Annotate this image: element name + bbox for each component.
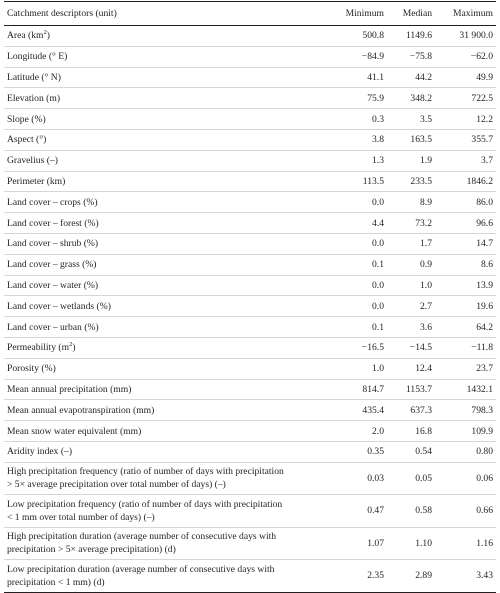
maximum-cell: 3.43 [476, 570, 493, 582]
median-cell: 12.4 [415, 363, 432, 375]
maximum-cell: 109.9 [471, 425, 493, 437]
maximum-cell: 31 900.0 [459, 30, 493, 42]
maximum-cell: 0.06 [476, 472, 493, 484]
minimum-cell: 0.0 [372, 279, 384, 291]
descriptor-cell [4, 233, 326, 254]
table-row [4, 88, 496, 109]
maximum-cell: 23.7 [476, 363, 493, 375]
descriptor-name: Land cover – crops (%) [7, 196, 98, 208]
descriptor-cell [4, 26, 326, 47]
descriptor-cell [4, 129, 326, 150]
descriptor-name: Permeability (m [7, 342, 70, 354]
descriptor-label [7, 321, 326, 334]
median-cell: −75.8 [409, 51, 432, 63]
descriptor-cell [4, 560, 326, 593]
table-row [4, 527, 496, 560]
maximum-cell: 3.7 [481, 155, 493, 167]
minimum-cell: 3.8 [372, 134, 384, 146]
descriptor-name: Area (km [7, 30, 44, 42]
descriptor-name: Land cover – water (%) [7, 279, 99, 291]
table-row [4, 254, 496, 275]
descriptor-cell [4, 296, 326, 317]
descriptor-label [7, 133, 326, 146]
descriptor-label [7, 498, 326, 511]
descriptor-name: Mean snow water equivalent (mm) [7, 425, 142, 437]
median-cell: 1153.7 [405, 383, 432, 395]
minimum-cell: 41.1 [367, 71, 384, 83]
unit-suffix: ) [72, 342, 76, 354]
descriptor-name: Elevation (m) [7, 92, 61, 104]
minimum-cell: −16.5 [361, 342, 384, 354]
descriptor-label [7, 341, 326, 354]
minimum-cell: 0.35 [367, 446, 384, 458]
descriptor-cell [4, 88, 326, 109]
descriptor-label [7, 425, 326, 438]
table-row [4, 379, 496, 400]
header-minimum: Minimum [326, 2, 387, 26]
descriptor-cell [4, 109, 326, 130]
descriptor-cell [4, 462, 326, 495]
table-row [4, 26, 496, 47]
descriptor-name: Gravelius (–) [7, 155, 58, 167]
maximum-cell: 1846.2 [466, 175, 493, 187]
descriptor-label [7, 154, 326, 167]
table-row [4, 46, 496, 67]
descriptor-label [7, 465, 326, 478]
descriptor-name: Mean annual precipitation (mm) [7, 383, 132, 395]
table-row [4, 275, 496, 296]
maximum-cell: 0.80 [476, 446, 493, 458]
header-descriptor: Catchment descriptors (unit) [4, 2, 326, 26]
table-row [4, 462, 496, 495]
minimum-cell: 0.1 [372, 259, 384, 271]
descriptor-cell [4, 337, 326, 358]
table-body [4, 26, 496, 593]
table-header [4, 2, 496, 26]
descriptor-label [7, 383, 326, 396]
descriptor-name: Land cover – wetlands (%) [7, 300, 111, 312]
header-maximum: Maximum [435, 2, 496, 26]
minimum-cell: 0.0 [372, 238, 384, 250]
descriptor-cell [4, 171, 326, 192]
median-cell: 163.5 [410, 134, 432, 146]
descriptor-name-continued: precipitation < 1 mm) (d) [7, 576, 105, 588]
median-cell: 1.7 [420, 238, 432, 250]
median-cell: 1.0 [420, 279, 432, 291]
maximum-cell: 13.9 [476, 279, 493, 291]
minimum-cell: 75.9 [367, 92, 384, 104]
maximum-cell: 0.66 [476, 505, 493, 517]
unit-superscript: 2 [69, 341, 73, 349]
descriptor-cell [4, 527, 326, 560]
maximum-cell: −11.8 [471, 342, 493, 354]
maximum-cell: 1432.1 [466, 383, 493, 395]
descriptor-label [7, 300, 326, 313]
descriptor-label [7, 563, 326, 576]
maximum-cell: 86.0 [476, 196, 493, 208]
median-cell: 348.2 [410, 92, 432, 104]
median-cell: 0.54 [415, 446, 432, 458]
minimum-cell: 2.35 [367, 570, 384, 582]
unit-superscript: 2 [43, 29, 47, 37]
median-cell: 0.05 [415, 472, 432, 484]
descriptor-name: Perimeter (km) [7, 175, 66, 187]
table-row [4, 317, 496, 338]
table-row [4, 337, 496, 358]
table-row [4, 560, 496, 593]
median-cell: −14.5 [409, 342, 432, 354]
median-cell: 2.89 [415, 570, 432, 582]
median-cell: 44.2 [415, 71, 432, 83]
median-cell: 0.9 [420, 259, 432, 271]
descriptor-label [7, 113, 326, 126]
descriptor-label [7, 50, 326, 63]
median-cell: 2.7 [420, 300, 432, 312]
descriptor-name: Longitude (° E) [7, 51, 68, 63]
descriptor-name: Aridity index (–) [7, 446, 73, 458]
maximum-cell: 355.7 [471, 134, 493, 146]
descriptor-label [7, 29, 326, 42]
maximum-cell: 12.2 [476, 113, 493, 125]
descriptor-name-continued: precipitation > 5× average precipitation) (d) [7, 544, 176, 556]
minimum-cell: 435.4 [362, 404, 384, 416]
median-cell: 8.9 [420, 196, 432, 208]
descriptor-name: Land cover – urban (%) [7, 321, 99, 333]
median-cell: 3.5 [420, 113, 432, 125]
descriptor-name: Land cover – shrub (%) [7, 238, 99, 250]
maximum-cell: 14.7 [476, 238, 493, 250]
descriptor-cell [4, 358, 326, 379]
maximum-cell: 1.16 [476, 537, 493, 549]
minimum-cell: 0.0 [372, 300, 384, 312]
minimum-cell: 814.7 [362, 383, 384, 395]
median-cell: 1149.6 [405, 30, 432, 42]
minimum-cell: 500.8 [362, 30, 384, 42]
descriptor-cell [4, 192, 326, 213]
descriptor-label [7, 445, 326, 458]
header-median: Median [387, 2, 435, 26]
maximum-cell: 19.6 [476, 300, 493, 312]
descriptor-cell [4, 421, 326, 442]
descriptor-cell [4, 67, 326, 88]
descriptor-name: High precipitation duration (average number of consecutive days with [7, 531, 277, 543]
descriptor-label [7, 258, 326, 271]
minimum-cell: 0.3 [372, 113, 384, 125]
descriptor-label [7, 237, 326, 250]
maximum-cell: 64.2 [476, 321, 493, 333]
table-row [4, 358, 496, 379]
minimum-cell: 0.47 [367, 505, 384, 517]
minimum-cell: 0.0 [372, 196, 384, 208]
table-row [4, 441, 496, 462]
catchment-descriptors-table [4, 1, 496, 593]
descriptor-cell [4, 46, 326, 67]
descriptor-cell [4, 254, 326, 275]
descriptor-name: Mean annual evapotranspiration (mm) [7, 404, 155, 416]
maximum-cell: 722.5 [471, 92, 493, 104]
descriptor-label [7, 71, 326, 84]
minimum-cell: 1.07 [367, 537, 384, 549]
descriptor-name: Slope (%) [7, 113, 46, 125]
minimum-cell: −84.9 [361, 51, 384, 63]
descriptor-name: Low precipitation frequency (ratio of number of days with precipitation [7, 498, 283, 510]
descriptor-label [7, 279, 326, 292]
descriptor-name: Land cover – grass (%) [7, 259, 97, 271]
table-row [4, 495, 496, 528]
header-row [4, 2, 496, 26]
median-cell: 3.6 [420, 321, 432, 333]
minimum-cell: 1.0 [372, 363, 384, 375]
unit-suffix: ) [46, 30, 50, 42]
table-row [4, 150, 496, 171]
minimum-cell: 0.03 [367, 472, 384, 484]
descriptor-cell [4, 400, 326, 421]
maximum-cell: −62.0 [470, 51, 493, 63]
descriptor-name: Latitude (° N) [7, 71, 61, 83]
descriptor-name: Aspect (°) [7, 134, 47, 146]
descriptor-cell [4, 379, 326, 400]
maximum-cell: 49.9 [476, 71, 493, 83]
descriptor-label [7, 175, 326, 188]
descriptor-label [7, 92, 326, 105]
maximum-cell: 8.6 [481, 259, 493, 271]
minimum-cell: 1.3 [372, 155, 384, 167]
table-row [4, 400, 496, 421]
minimum-cell: 113.5 [362, 175, 384, 187]
table-row [4, 192, 496, 213]
maximum-cell: 798.3 [471, 404, 493, 416]
descriptor-name-continued: > 5× average precipitation over total number of days) (–) [7, 479, 226, 491]
descriptor-name: Low precipitation duration (average number of consecutive days with [7, 563, 275, 575]
descriptor-cell [4, 213, 326, 234]
descriptor-name-continued: < 1 mm over total number of days) (–) [7, 511, 155, 523]
descriptor-label [7, 217, 326, 230]
median-cell: 0.58 [415, 505, 432, 517]
maximum-cell: 96.6 [476, 217, 493, 229]
minimum-cell: 2.0 [372, 425, 384, 437]
median-cell: 1.9 [420, 155, 432, 167]
table-row [4, 129, 496, 150]
descriptor-name: Porosity (%) [7, 363, 56, 375]
table-row [4, 421, 496, 442]
table-row [4, 67, 496, 88]
descriptor-label [7, 196, 326, 209]
table-row [4, 109, 496, 130]
table-row [4, 296, 496, 317]
descriptor-cell [4, 317, 326, 338]
minimum-cell: 0.1 [372, 321, 384, 333]
descriptor-label [7, 404, 326, 417]
descriptor-label [7, 362, 326, 375]
descriptor-cell [4, 495, 326, 528]
median-cell: 73.2 [415, 217, 432, 229]
median-cell: 637.3 [410, 404, 432, 416]
table-row [4, 213, 496, 234]
median-cell: 1.10 [415, 537, 432, 549]
median-cell: 233.5 [410, 175, 432, 187]
descriptor-label [7, 530, 326, 543]
descriptor-cell [4, 441, 326, 462]
median-cell: 16.8 [415, 425, 432, 437]
descriptor-cell [4, 150, 326, 171]
table-row [4, 233, 496, 254]
descriptor-name: High precipitation frequency (ratio of number of days with precipitation [7, 466, 284, 478]
table-row [4, 171, 496, 192]
descriptor-cell [4, 275, 326, 296]
minimum-cell: 4.4 [372, 217, 384, 229]
descriptor-name: Land cover – forest (%) [7, 217, 99, 229]
